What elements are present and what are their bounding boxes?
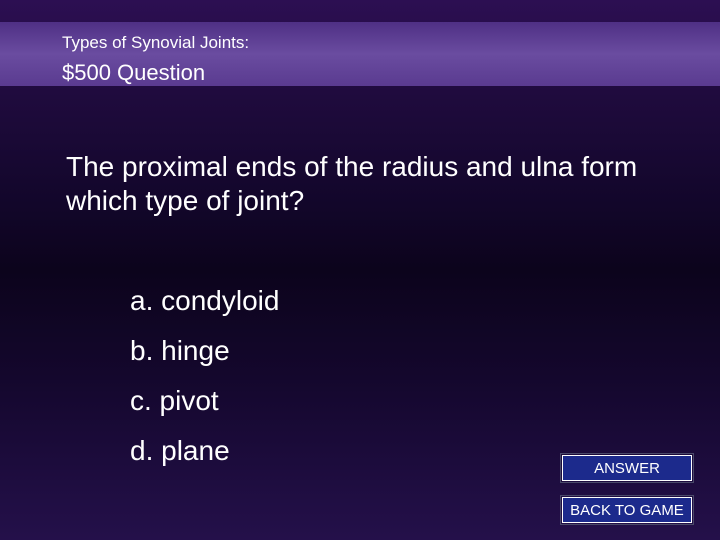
category-title: Types of Synovial Joints: (62, 33, 250, 52)
back-to-game-button[interactable]: BACK TO GAME (562, 497, 692, 523)
option-a: a. condyloid (130, 285, 280, 316)
question-text: The proximal ends of the radius and ulna form which type of joint? (66, 151, 638, 216)
option-b: b. hinge (130, 335, 230, 366)
option-c: c. pivot (130, 385, 219, 416)
question-value: $500 Question (62, 60, 206, 85)
answer-options-list (130, 282, 279, 482)
answer-button[interactable]: ANSWER (562, 455, 692, 481)
option-d: d. plane (130, 435, 230, 466)
